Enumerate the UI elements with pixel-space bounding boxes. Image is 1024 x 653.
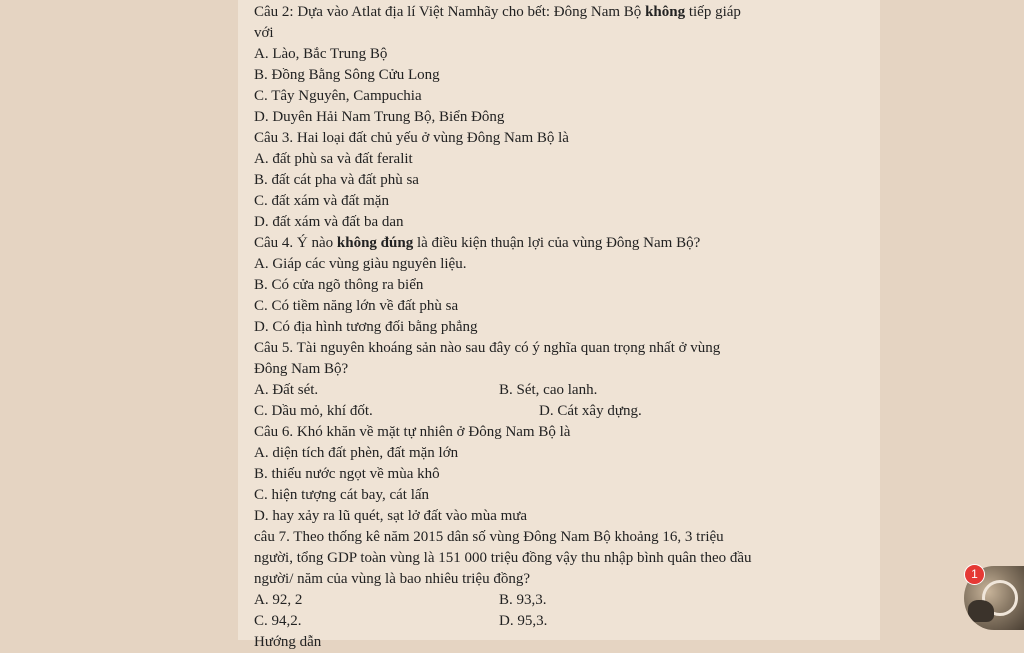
questions-2-5 — [254, 2, 854, 380]
q7-option-d: D. 95,3. — [499, 613, 548, 629]
text-line: C. hiện tượng cát bay, cát lấn — [254, 487, 430, 503]
document-text — [254, 2, 854, 632]
text-line: người, tổng GDP toàn vùng là 151 000 triệu đồng vậy thu nhập bình quân theo đầu — [254, 550, 752, 566]
text-line: D. hay xảy ra lũ quét, sạt lở đất vào mùa mưa — [254, 508, 528, 524]
text-line: B. đất cát pha và đất phù sa — [254, 172, 419, 188]
text-line: B. Có cửa ngõ thông ra biển — [254, 277, 424, 293]
text-line: B. thiếu nước ngọt về mùa khô — [254, 466, 440, 482]
text-line: Câu 4. Ý nào không đúng là điều kiện thuận lợi của vùng Đông Nam Bộ? — [254, 235, 701, 251]
avatar-figure — [968, 600, 994, 622]
q5-option-a: A. Đất sét. — [254, 382, 319, 398]
text-line: D. đất xám và đất ba dan — [254, 214, 404, 230]
text-line: A. đất phù sa và đất feralit — [254, 151, 413, 167]
text-line: với — [254, 25, 274, 41]
text-line: D. Duyên Hải Nam Trung Bộ, Biển Đông — [254, 109, 505, 125]
q5-option-c: C. Dầu mỏ, khí đốt. — [254, 403, 373, 419]
text-line: Câu 5. Tài nguyên khoáng sản nào sau đây có ý nghĩa quan trọng nhất ở vùng — [254, 340, 721, 356]
text-line: Câu 6. Khó khăn về mặt tự nhiên ở Đông Nam Bộ là — [254, 424, 571, 440]
q5-option-d: D. Cát xây dựng. — [539, 403, 642, 419]
text-line: D. Có địa hình tương đối bằng phẳng — [254, 319, 478, 335]
q7-options-row-1 — [254, 590, 854, 611]
text-line: B. Đồng Bằng Sông Cửu Long — [254, 67, 440, 83]
q7-option-c: C. 94,2. — [254, 613, 302, 629]
text-line: Đông Nam Bộ? — [254, 361, 349, 377]
text-line: A. Giáp các vùng giàu nguyên liệu. — [254, 256, 467, 272]
text-line: người/ năm của vùng là bao nhiêu triệu đồng? — [254, 571, 530, 587]
q7-option-b: B. 93,3. — [499, 592, 547, 608]
cut-off-line: Hướng dẫn — [254, 634, 322, 650]
q7-option-a: A. 92, 2 — [254, 592, 303, 608]
questions-6-7 — [254, 422, 854, 590]
text-line: C. Tây Nguyên, Campuchia — [254, 88, 422, 104]
q5-options-row-2 — [254, 401, 854, 422]
text-line: C. đất xám và đất mặn — [254, 193, 389, 209]
text-line: Câu 3. Hai loại đất chủ yếu ở vùng Đông Nam Bộ là — [254, 130, 569, 146]
text-line: Câu 2: Dựa vào Atlat địa lí Việt Namhãy cho bết: Đông Nam Bộ không tiếp giáp — [254, 4, 741, 20]
text-line: câu 7. Theo thống kê năm 2015 dân số vùng Đông Nam Bộ khoảng 16, 3 triệu — [254, 529, 724, 545]
text-line: A. Lào, Bắc Trung Bộ — [254, 46, 388, 62]
notification-badge: 1 — [964, 564, 985, 585]
text-line: A. diện tích đất phèn, đất mặn lớn — [254, 445, 459, 461]
q7-options-row-2 — [254, 611, 854, 632]
q5-options-row-1 — [254, 380, 854, 401]
text-line: C. Có tiềm năng lớn về đất phù sa — [254, 298, 459, 314]
q5-option-b: B. Sét, cao lanh. — [499, 382, 598, 398]
